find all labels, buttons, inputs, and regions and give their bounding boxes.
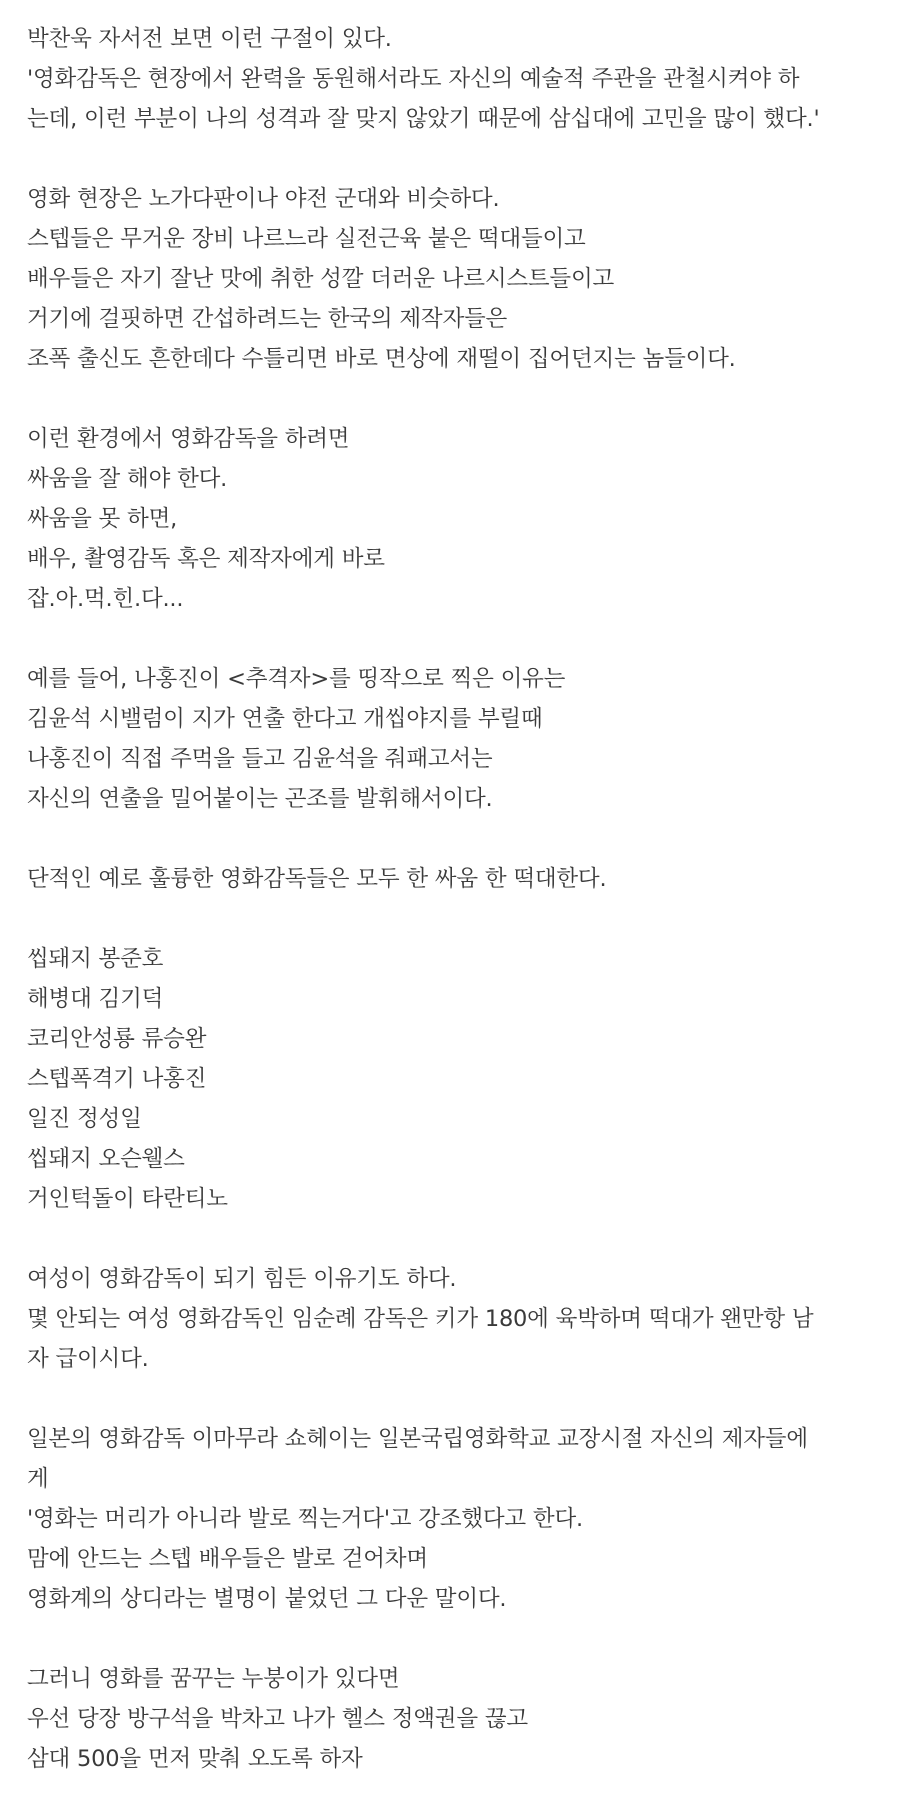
text-line: 배우들은 자기 잘난 맛에 취한 성깔 더러운 나르시스트들이고 xyxy=(27,266,615,292)
text-line: 잡.아.먹.힌.다... xyxy=(27,586,184,612)
text-line: 영화계의 상디라는 별명이 붙었던 그 다운 말이다. xyxy=(27,1586,507,1612)
post-body xyxy=(27,19,887,1779)
text-line: 이런 환경에서 영화감독을 하려면 xyxy=(27,426,350,452)
text-line: '영화감독은 현장에서 완력을 동원해서라도 자신의 예술적 주관을 관철시켜야 하 xyxy=(27,66,800,92)
text-line: 싸움을 잘 해야 한다. xyxy=(27,466,228,492)
text-line: 그러니 영화를 꿈꾸는 누붕이가 있다면 xyxy=(27,1666,400,1692)
text-line: 단적인 예로 훌륭한 영화감독들은 모두 한 싸움 한 떡대한다. xyxy=(27,866,607,892)
paragraph-gap xyxy=(27,1219,887,1259)
text-line: 나홍진이 직접 주먹을 들고 김윤석을 줘패고서는 xyxy=(27,746,493,772)
paragraph-gap xyxy=(27,139,887,179)
paragraph-gap xyxy=(27,819,887,859)
text-line: 해병대 김기덕 xyxy=(27,986,164,1012)
text-line: 맘에 안드는 스텝 배우들은 발로 걷어차며 xyxy=(27,1546,428,1572)
text-line: 일본의 영화감독 이마무라 쇼헤이는 일본국립영화학교 교장시절 자신의 제자들에 xyxy=(27,1426,808,1452)
text-line: 여성이 영화감독이 되기 힘든 이유기도 하다. xyxy=(27,1266,457,1292)
text-line: 거인턱돌이 타란티노 xyxy=(27,1186,228,1212)
paragraph xyxy=(27,939,887,1219)
text-line: 는데, 이런 부분이 나의 성격과 잘 맞지 않았기 때문에 삼십대에 고민을 많이 했다.' xyxy=(27,106,820,132)
text-line: 조폭 출신도 흔한데다 수틀리면 바로 면상에 재떨이 집어던지는 놈들이다. xyxy=(27,346,736,372)
paragraph xyxy=(27,179,887,379)
text-line: 게 xyxy=(27,1466,49,1492)
text-line: 자 급이시다. xyxy=(27,1346,149,1372)
text-line: 싸움을 못 하면, xyxy=(27,506,178,532)
paragraph-gap xyxy=(27,619,887,659)
text-line: 일진 정성일 xyxy=(27,1106,142,1132)
paragraph xyxy=(27,419,887,619)
paragraph xyxy=(27,19,887,139)
text-line: 삼대 500을 먼저 맞춰 오도록 하자 xyxy=(27,1746,363,1772)
text-line: 코리안성룡 류승완 xyxy=(27,1026,207,1052)
text-line: 배우, 촬영감독 혹은 제작자에게 바로 xyxy=(27,546,385,572)
paragraph xyxy=(27,1659,887,1779)
text-line: 우선 당장 방구석을 박차고 나가 헬스 정액권을 끊고 xyxy=(27,1706,528,1732)
text-line: 박찬욱 자서전 보면 이런 구절이 있다. xyxy=(27,26,392,52)
text-line: 김윤석 시밸럼이 지가 연출 한다고 개씹야지를 부릴때 xyxy=(27,706,543,732)
text-line: 몇 안되는 여성 영화감독인 임순례 감독은 키가 180에 육박하며 떡대가 왠만항 남 xyxy=(27,1306,814,1332)
text-line: 스텝폭격기 나홍진 xyxy=(27,1066,207,1092)
text-line: 씹돼지 오슨웰스 xyxy=(27,1146,185,1172)
paragraph xyxy=(27,659,887,819)
text-line: 영화 현장은 노가다판이나 야전 군대와 비슷하다. xyxy=(27,186,500,212)
paragraph xyxy=(27,1419,887,1619)
paragraph-gap xyxy=(27,379,887,419)
text-line: 자신의 연출을 밀어붙이는 곤조를 발휘해서이다. xyxy=(27,786,493,812)
text-line: 스텝들은 무거운 장비 나르느라 실전근육 붙은 떡대들이고 xyxy=(27,226,586,252)
text-line: 예를 들어, 나홍진이 <추격자>를 띵작으로 찍은 이유는 xyxy=(27,666,566,692)
paragraph-gap xyxy=(27,1619,887,1659)
paragraph xyxy=(27,859,887,899)
text-line: '영화는 머리가 아니라 발로 찍는거다'고 강조했다고 한다. xyxy=(27,1506,583,1532)
paragraph-gap xyxy=(27,899,887,939)
text-line: 거기에 걸핏하면 간섭하려드는 한국의 제작자들은 xyxy=(27,306,508,332)
paragraph xyxy=(27,1259,887,1379)
paragraph-gap xyxy=(27,1379,887,1419)
text-line: 씹돼지 봉준호 xyxy=(27,946,164,972)
